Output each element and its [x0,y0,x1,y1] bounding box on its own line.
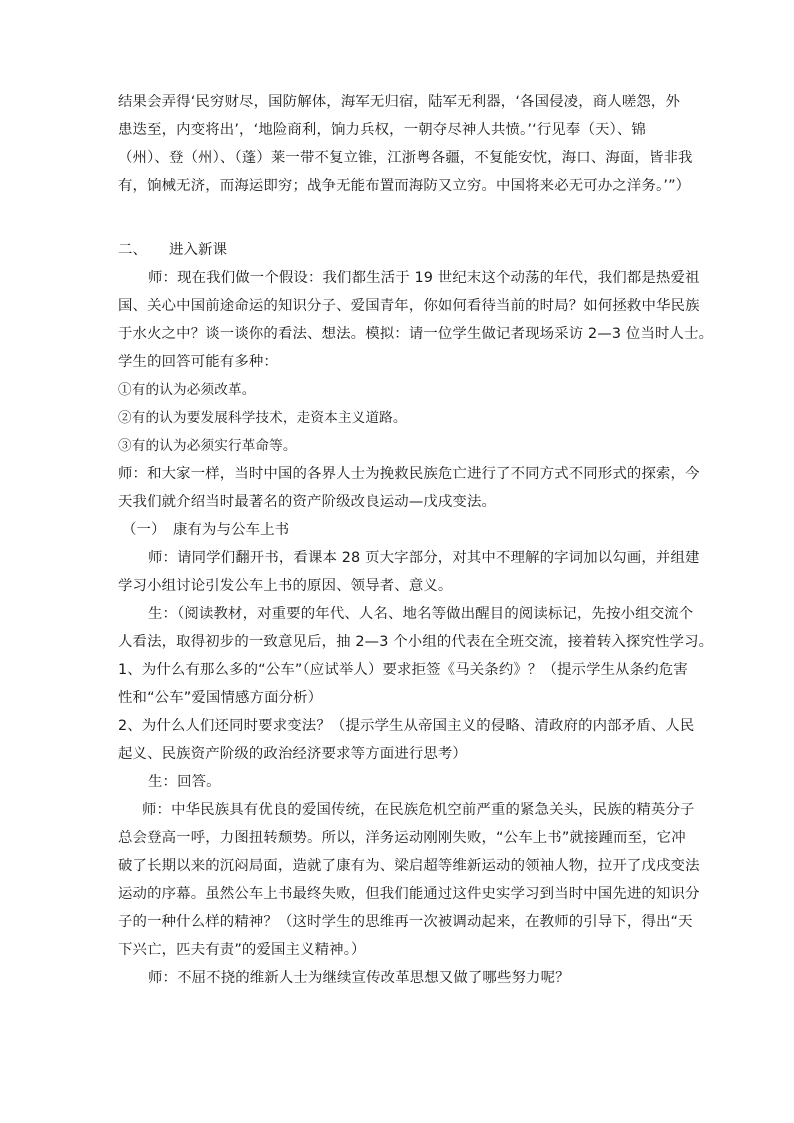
text-line: ②有的认为要发展科学技术，走资本主义道路。 [118,410,407,426]
text-line: 总会登高一呼，力图扭转颓势。所以，洋务运动刚刚失败，“公车上书”就接踵而至，它冲 [118,830,686,846]
text-line: 学习小组讨论引发公车上书的原因、领导者、意义。 [118,578,453,594]
text-line: （一） 康有为与公车上书 [122,522,290,538]
text-line: 师：和大家一样，当时中国的各界人士为挽救民族危亡进行了不同方式不同形式的探索，今 [118,466,700,482]
text-line: 师：不屈不挠的维新人士为继续宣传改革思想又做了哪些努力呢？ [148,970,570,986]
text-line: 结果会弄得‘民穷财尽，国防解体，海军无归宿，陆军无利器，‘各国侵凌，商人嗟怨，外 [118,94,680,110]
text-line: （州）、登（州）、（蓬）莱一带不复立锥，江浙粤各疆，不复能安忱，海口、海面，皆非我 [118,150,693,166]
text-line: ③有的认为必须实行革命等。 [118,438,297,454]
text-line: 子的一种什么样的精神？（这时学生的思维再一次被调动起来，在教师的引导下，得出“天 [118,914,693,930]
text-line: 天我们就介绍当时最著名的资产阶级改良运动—戊戌变法。 [118,494,497,510]
text-line: ①有的认为必须改革。 [118,382,256,398]
text-line: 生：（阅读教材，对重要的年代、人名、地名等做出醒目的阅读标记，先按小组交流个 [148,606,694,622]
text-line: 性和“公车”爱国情感方面分析） [118,690,323,706]
text-line: 1、为什么有那么多的“公车”（应试举人）要求拒签《马关条约》？（提示学生从条约危害 [118,662,688,678]
text-line: 下兴亡，匹夫有责”的爱国主义精神。） [118,942,366,958]
text-line: 起义、民族资产阶级的政治经济要求等方面进行思考） [118,746,467,762]
text-line: 师：现在我们做一个假设：我们都生活于 19 世纪末这个动荡的年代，我们都是热爱祖 [148,270,700,286]
text-line: 运动的序幕。虽然公车上书最终失败，但我们能通过这件史实学习到当时中国先进的知识分 [118,886,700,902]
text-line: 于水火之中？谈一谈你的看法、想法。模拟：请一位学生做记者现场采访 2—3 位当时人士。 [118,326,714,342]
text-line: 2、为什么人们还同时要求变法？（提示学生从帝国主义的侵略、清政府的内部矛盾、人民 [118,718,695,734]
text-line: 师：请同学们翻开书，看课本 28 页大字部分，对其中不理解的字词加以勾画，并组建 [148,550,700,566]
text-line: 患迭至，内变将出’，‘地险商利，饷力兵权，一朝夺尽神人共愤。’‘行见奉（天）、锦 [118,122,646,138]
text-line: 人看法，取得初步的一致意见后，抽 2—3 个小组的代表在全班交流，接着转入探究性学习。 [118,634,714,650]
text-line: 生：回答。 [148,774,221,790]
text-line: 国、关心中国前途命运的知识分子、爱国青年，你如何看待当前的时局？如何拯救中华民族 [118,298,700,314]
text-line: 有，饷械无济，而海运即穷；战争无能布置而海防又立穷。中国将来必无可办之洋务。’”） [118,178,691,194]
text-line: 二、 进入新课 [118,242,228,258]
text-line: 学生的回答可能有多种： [118,354,278,370]
text-line: 师：中华民族具有优良的爱国传统，在民族危机空前严重的紧急关头，民族的精英分子 [142,802,695,818]
text-line: 破了长期以来的沉闷局面，造就了康有为、梁启超等维新运动的领袖人物，拉开了戊戌变法 [118,858,700,874]
